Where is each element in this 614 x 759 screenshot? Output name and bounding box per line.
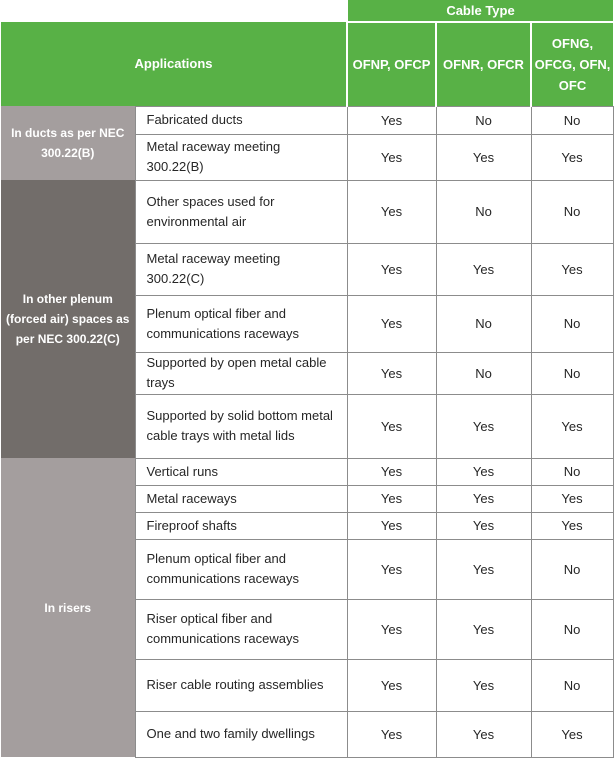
table-row xyxy=(1,106,613,134)
value-cell: Yes xyxy=(436,485,531,512)
table-row xyxy=(1,458,613,485)
value-cell: Yes xyxy=(347,106,436,134)
value-cell: Yes xyxy=(347,512,436,539)
value-cell: Yes xyxy=(436,512,531,539)
value-cell: Yes xyxy=(347,180,436,243)
category-plenum: In other plenum (forced air) spaces as per NEC 300.22(C) xyxy=(1,180,135,458)
column-header-ofnr: OFNR, OFCR xyxy=(436,22,531,106)
value-cell: No xyxy=(531,106,613,134)
application-cell: Riser optical fiber and communications raceways xyxy=(135,599,347,659)
applications-header: Applications xyxy=(1,22,347,106)
category-ducts: In ducts as per NEC 300.22(B) xyxy=(1,106,135,180)
value-cell: No xyxy=(436,106,531,134)
value-cell: Yes xyxy=(531,711,613,757)
value-cell: Yes xyxy=(347,134,436,180)
application-cell: Vertical runs xyxy=(135,458,347,485)
value-cell: Yes xyxy=(347,485,436,512)
value-cell: Yes xyxy=(347,659,436,711)
value-cell: Yes xyxy=(436,394,531,458)
table-row xyxy=(1,180,613,243)
value-cell: Yes xyxy=(347,394,436,458)
application-cell: Metal raceway meeting 300.22(B) xyxy=(135,134,347,180)
value-cell: No xyxy=(531,659,613,711)
value-cell: No xyxy=(436,352,531,394)
value-cell: Yes xyxy=(531,394,613,458)
value-cell: No xyxy=(436,295,531,352)
value-cell: Yes xyxy=(436,243,531,295)
cable-type-header: Cable Type xyxy=(347,0,613,22)
value-cell: Yes xyxy=(347,243,436,295)
value-cell: Yes xyxy=(436,539,531,599)
value-cell: No xyxy=(531,539,613,599)
value-cell: Yes xyxy=(347,458,436,485)
application-cell: One and two family dwellings xyxy=(135,711,347,757)
value-cell: Yes xyxy=(347,352,436,394)
category-risers: In risers xyxy=(1,458,135,757)
application-cell: Supported by solid bottom metal cable trays with metal lids xyxy=(135,394,347,458)
application-cell: Plenum optical fiber and communications raceways xyxy=(135,295,347,352)
application-cell: Fireproof shafts xyxy=(135,512,347,539)
value-cell: No xyxy=(531,599,613,659)
column-header-ofng: OFNG, OFCG, OFN, OFC xyxy=(531,22,613,106)
value-cell: Yes xyxy=(436,134,531,180)
value-cell: No xyxy=(531,295,613,352)
value-cell: No xyxy=(531,180,613,243)
header-spacer xyxy=(1,0,347,22)
value-cell: Yes xyxy=(531,485,613,512)
value-cell: Yes xyxy=(436,599,531,659)
value-cell: Yes xyxy=(531,512,613,539)
value-cell: Yes xyxy=(436,659,531,711)
value-cell: Yes xyxy=(347,711,436,757)
value-cell: Yes xyxy=(347,539,436,599)
value-cell: No xyxy=(531,458,613,485)
value-cell: Yes xyxy=(347,295,436,352)
application-cell: Plenum optical fiber and communications raceways xyxy=(135,539,347,599)
column-header-ofnp: OFNP, OFCP xyxy=(347,22,436,106)
application-cell: Supported by open metal cable trays xyxy=(135,352,347,394)
application-cell: Metal raceway meeting 300.22(C) xyxy=(135,243,347,295)
value-cell: Yes xyxy=(347,599,436,659)
value-cell: Yes xyxy=(531,134,613,180)
value-cell: Yes xyxy=(531,243,613,295)
value-cell: No xyxy=(436,180,531,243)
value-cell: Yes xyxy=(436,711,531,757)
cable-type-table xyxy=(1,0,614,758)
application-cell: Metal raceways xyxy=(135,485,347,512)
application-cell: Other spaces used for environmental air xyxy=(135,180,347,243)
application-cell: Riser cable routing assemblies xyxy=(135,659,347,711)
value-cell: No xyxy=(531,352,613,394)
application-cell: Fabricated ducts xyxy=(135,106,347,134)
value-cell: Yes xyxy=(436,458,531,485)
